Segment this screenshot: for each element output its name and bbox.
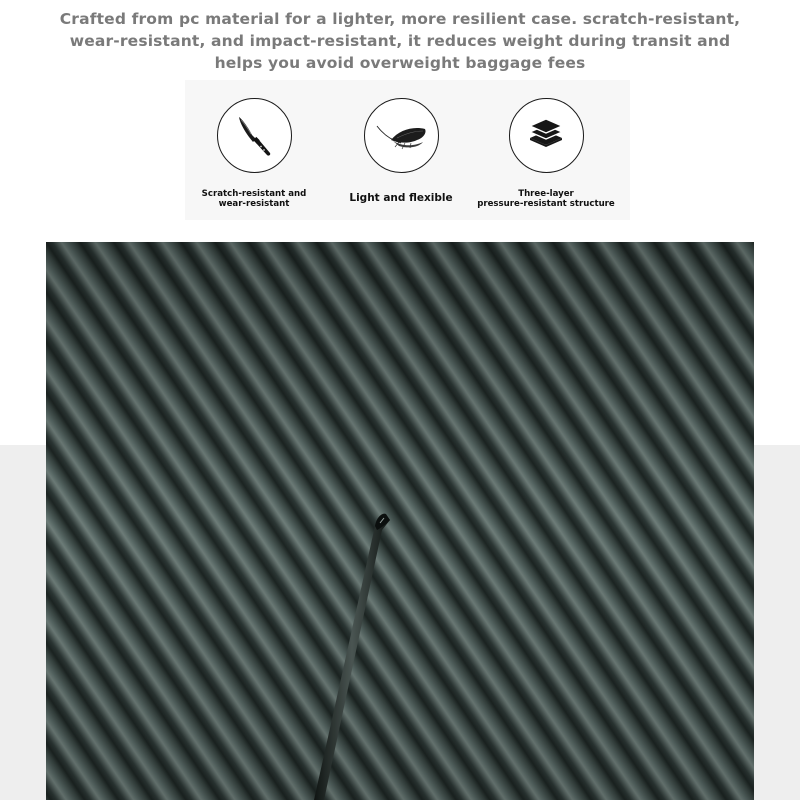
caption-line: pressure-resistant structure [477,199,615,209]
caption-line: wear-resistant [218,199,290,209]
feature-three-layer [476,98,616,209]
caption-line: Three-layer [518,189,574,199]
layers-icon [524,114,568,158]
texture-shading [46,242,754,800]
description-line-1: Crafted from pc material for a lighter, more resilient case. scratch-resistant, [59,10,741,28]
ribbed-shell-texture [46,242,754,800]
feature-icon-circle [509,98,584,173]
feature-scratch-resistant [184,98,324,209]
feature-icon-circle [364,98,439,173]
knife-icon [231,113,277,159]
feather-icon [369,116,433,156]
feature-icon-circle [217,98,292,173]
feature-caption [476,189,616,209]
caption-line: Light and flexible [349,192,453,204]
feature-caption [331,193,471,203]
shell-texture-photo [46,242,754,800]
caption-line: Scratch-resistant and [201,189,307,199]
description-line-3: helps you avoid overweight baggage fees [214,54,586,72]
description-line-2: wear-resistant, and impact-resistant, it reduces weight during transit and [69,32,731,50]
feature-caption [184,189,324,209]
product-description [0,8,800,74]
feature-light-flexible [331,98,471,203]
feature-panel [185,80,630,220]
